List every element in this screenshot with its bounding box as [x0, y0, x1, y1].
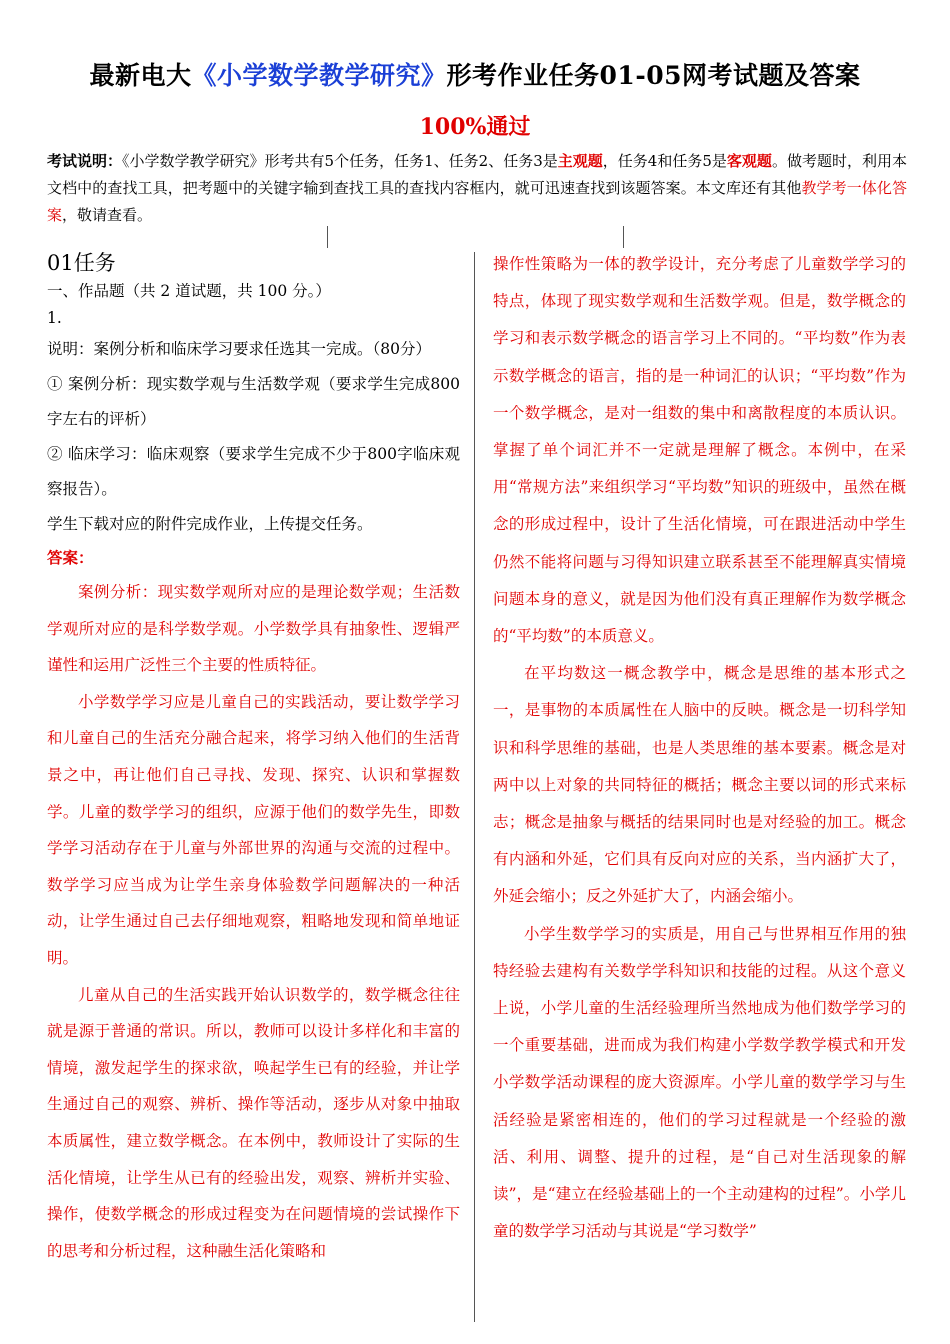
answer-paragraph: 儿童从自己的生活实践开始认识数学的，数学概念往往就是源于普通的常识。所以，教师可以设计多样化和丰富的情境，激发起学生的探求欲，唤起学生已有的经验，并让学生通过自己的观察、辨析、操作等活动，逐步从对象中抽取本质属性，建立数学概念。在本例中，教师设计了实际的生活化情境，让学生从已有的经验出发，观察、辨析并实验、操作，使数学概念的形成过程变为在问题情境的尝试操作下的思考和分析过程，这种融生活化策略和 [47, 985, 460, 1260]
document-title [0, 56, 950, 92]
title-suffix: 形考作业任务01-05网考试题及答案 [446, 61, 861, 90]
question-number: 1. [47, 309, 62, 327]
answer-paragraph-continued: 操作性策略为一体的教学设计，充分考虑了儿童数学学习的特点，体现了现实数学观和生活数学观。但是，数学概念的学习和表示数学概念的语言学习上不同的。“平均数”作为表示数学概念的语言，指的是一种词汇的认识；“平均数”作为一个数学概念，是对一组数的集中和离散程度的本质认识。掌握了单个词汇并不一定就是理解了概念。本例中，在采用“常规方法”来组织学习“平均数”知识的班级中，虽然在概念的形成过程中，设计了生活化情境，可在跟进活动中学生仍然不能将问题与习得知识建立联系甚至不能理解真实情境问题本身的意义，就是因为他们没有真正理解作为数学概念的“平均数”的本质意义。 [493, 255, 906, 646]
answer-paragraph: 案例分析：现实数学观所对应的是理论数学观；生活数学观所对应的是科学数学观。小学数学具有抽象性、逻辑严谨性和运用广泛性三个主要的性质特征。 [47, 583, 460, 675]
title-prefix: 最新电大 [89, 61, 192, 90]
question-line: 说明：案例分析和临床学习要求任选其一完成。（80分） [47, 340, 431, 358]
column-divider [474, 252, 475, 1322]
related-answers-link[interactable]: 教学考一体化答案 [47, 179, 907, 224]
answer-paragraph: 在平均数这一概念教学中，概念是思维的基本形式之一，是事物的本质属性在人脑中的反映。概念是一切科学知识和科学思维的基础，也是人类思维的基本要素。概念是对两中以上对象的共同特征的概括；概念主要以词的形式来标志；概念是抽象与概括的结果同时也是对经验的加工。概念有内涵和外延，它们具有反向对应的关系，当内涵扩大了，外延会缩小；反之外延扩大了，内涵会缩小。 [493, 664, 906, 906]
instructions-text-3: 。做考题时，利用本文档中的查找工具，把考题中的关键字输到查找工具的查找内容框内，就可迅速查找到该题答案。本文库还有其他 [47, 152, 907, 197]
left-column [47, 248, 460, 1269]
instructions-text-4: ，敬请查看。 [62, 206, 153, 224]
answer-label: 答案： [47, 548, 94, 567]
objective-highlight: 客观题 [726, 152, 772, 170]
section-heading: 一、作品题（共 2 道试题，共 100 分。） [47, 282, 331, 300]
instructions-label: 考试说明： [47, 152, 123, 170]
exam-instructions [47, 148, 907, 229]
instructions-text-2: ，任务4和任务5是 [602, 152, 727, 170]
title-course: 《小学数学教学研究》 [191, 61, 447, 90]
column-marker-left [327, 226, 328, 248]
instructions-text-1: 《小学数学教学研究》形考共有5个任务，任务1、任务2、任务3是 [122, 152, 558, 170]
question-line: ② 临床学习：临床观察（要求学生完成不少于800字临床观察报告）。 [47, 445, 460, 498]
right-column [493, 246, 906, 1250]
column-marker-right [623, 226, 624, 248]
question-line: ① 案例分析：现实数学观与生活数学观（要求学生完成800字左右的评析） [47, 375, 460, 428]
answer-paragraph: 小学生数学学习的实质是，用自己与世界相互作用的独特经验去建构有关数学学科知识和技能的过程。从这个意义上说，小学儿童的生活经验理所当然地成为他们数学学习的一个重要基础，进而成为我们构建小学数学教学模式和开发小学数学活动课程的庞大资源库。小学儿童的数学学习与生活经验是紧密相连的，他们的学习过程就是一个经验的激活、利用、调整、提升的过程，是“自己对生活现象的解读”，是“建立在经验基础上的一个主动建构的过程”。小学儿童的数学学习活动与其说是“学习数学” [493, 924, 906, 1241]
task-heading: 01任务 [47, 251, 116, 275]
subjective-highlight: 主观题 [557, 152, 603, 170]
document-subtitle: 100%通过 [419, 114, 531, 140]
answer-paragraph: 小学数学学习应是儿童自己的实践活动，要让数学学习和儿童自己的生活充分融合起来，将学习纳入他们的生活背景之中，再让他们自己寻找、发现、探究、认识和掌握数学。儿童的数学学习的组织，应源于他们的数学先生，即数学学习活动存在于儿童与外部世界的沟通与交流的过程中。数学学习应当成为让学生亲身体验数学问题解决的一种活动，让学生通过自己去仔细地观察，粗略地发现和简单地证明。 [47, 692, 460, 967]
question-line: 学生下载对应的附件完成作业，上传提交任务。 [47, 515, 373, 533]
